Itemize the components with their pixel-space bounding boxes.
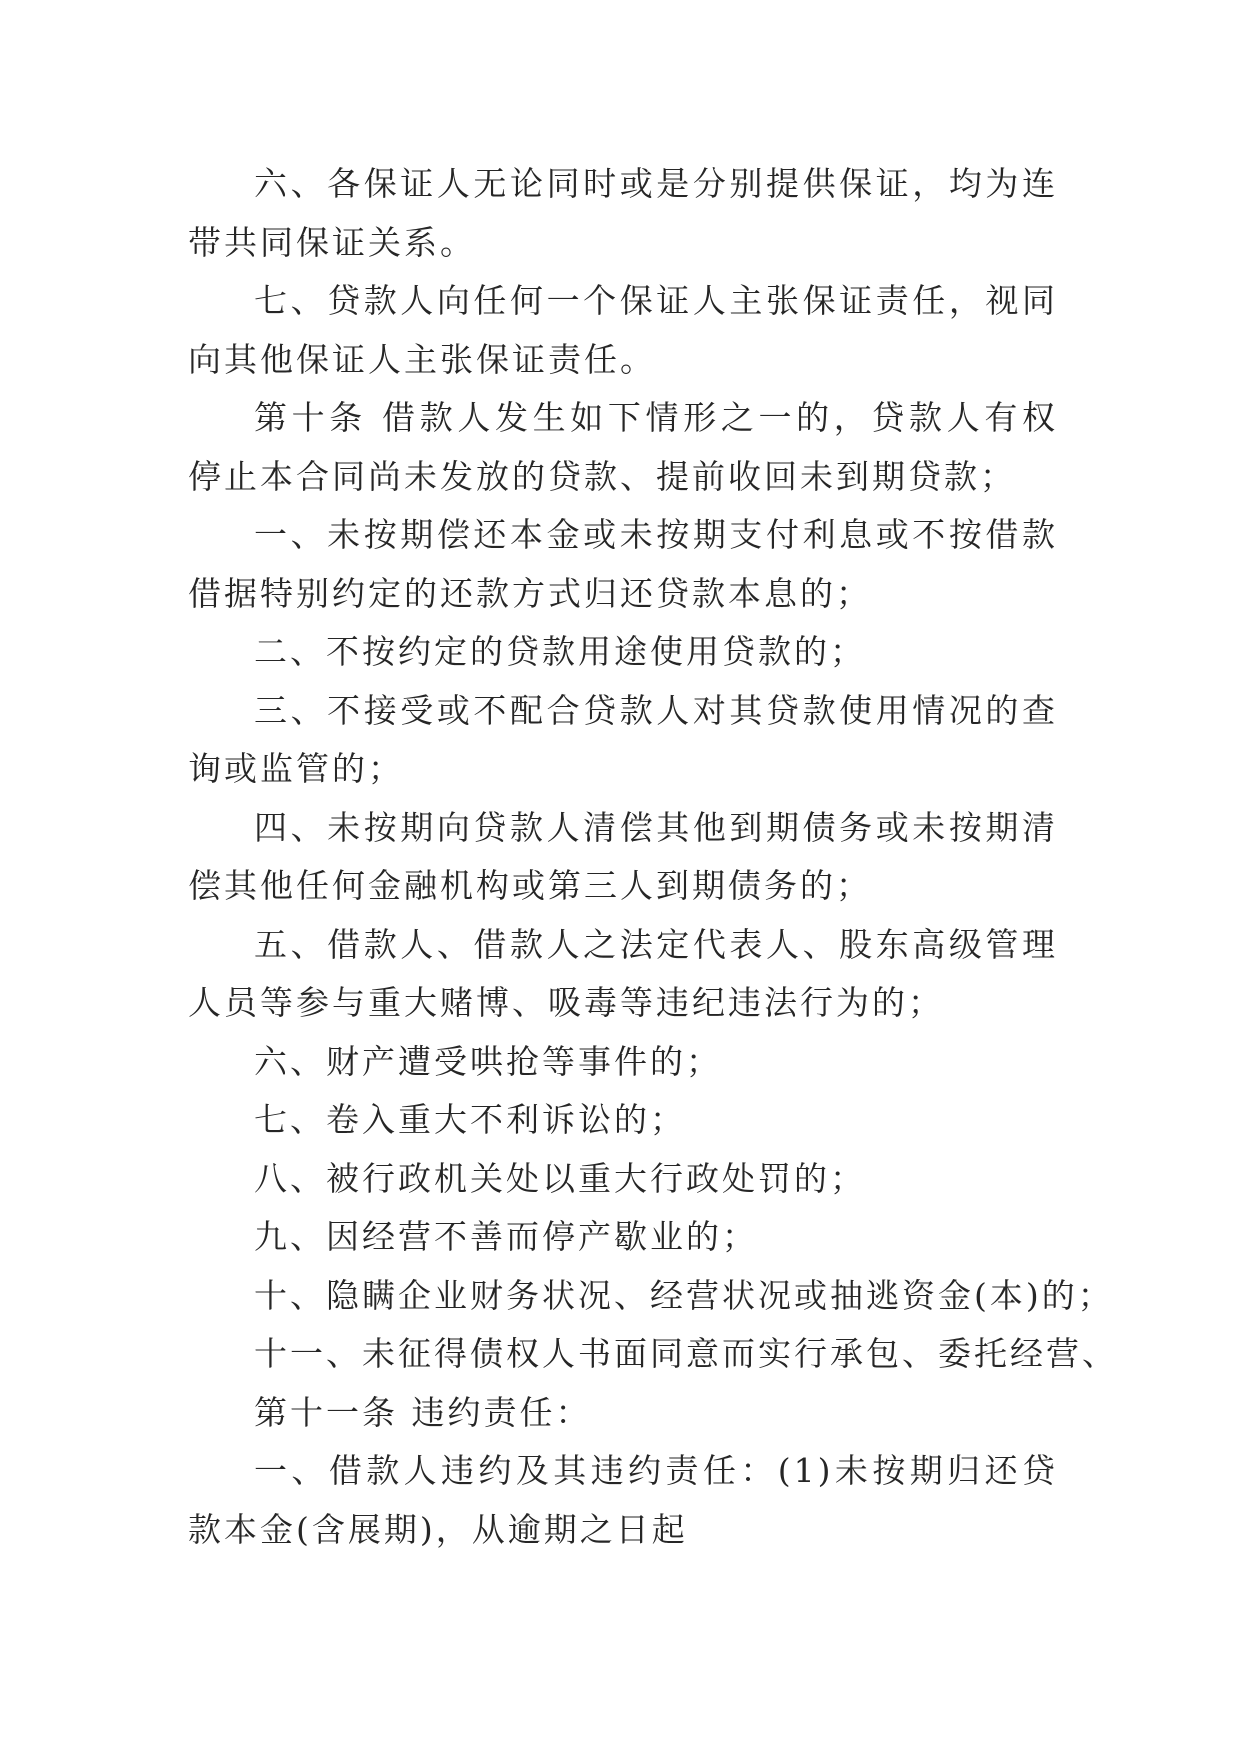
paragraph-clause-11: 十一、未征得债权人书面同意而实行承包、委托经营、 [254, 1334, 1118, 1373]
paragraph-clause-2: 二、不按约定的贷款用途使用贷款的； [254, 632, 866, 671]
paragraph-clause-4: 四、未按期向贷款人清偿其他到期债务或未按期清偿其他任何金融机构或第三人到期债务的； [188, 807, 1058, 905]
paragraph-clause-10: 十、隐瞒企业财务状况、经营状况或抽逃资金(本)的； [254, 1275, 1114, 1315]
paragraph-article-10: 第十条 借款人发生如下情形之一的，贷款人有权停止本合同尚未发放的贷款、提前收回未到期贷款； [188, 398, 1058, 496]
paragraph-article-11: 第十一条 违约责任： [254, 1392, 592, 1432]
paragraph-breach-liability: 一、借款人违约及其违约责任：(1)未按期归还贷款本金(含展期)，从逾期之日起 [188, 1451, 1058, 1549]
paragraph-clause-9: 九、因经营不善而停产歇业的； [254, 1217, 758, 1256]
paragraph-clause-5: 五、借款人、借款人之法定代表人、股东高级管理人员等参与重大赌博、吸毒等违纪违法行为的； [188, 924, 1058, 1022]
paragraph-guarantor-claim: 七、贷款人向任何一个保证人主张保证责任，视同向其他保证人主张保证责任。 [188, 281, 1058, 379]
paragraph-clause-3: 三、不接受或不配合贷款人对其贷款使用情况的查询或监管的； [188, 690, 1058, 788]
paragraph-clause-8: 八、被行政机关处以重大行政处罚的； [254, 1158, 866, 1198]
paragraph-clause-7: 七、卷入重大不利诉讼的； [254, 1100, 686, 1139]
paragraph-clause-1: 一、未按期偿还本金或未按期支付利息或不按借款借据特别约定的还款方式归还贷款本息的； [188, 515, 1058, 613]
document-body [188, 155, 1118, 1559]
paragraph-guarantor-joint-liability: 六、各保证人无论同时或是分别提供保证，均为连带共同保证关系。 [188, 164, 1058, 262]
paragraph-clause-6: 六、财产遭受哄抢等事件的； [254, 1041, 722, 1081]
